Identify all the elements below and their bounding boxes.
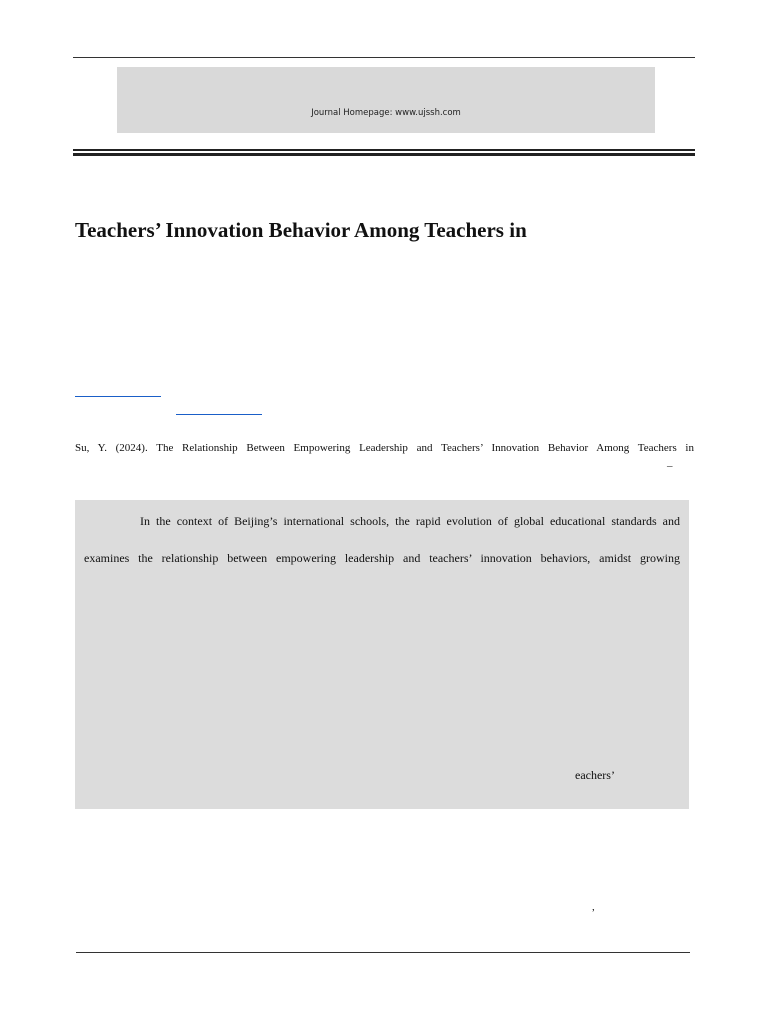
abstract-line-2: examines the relationship between empowering leadership and teachers’ innovation behaviors, amidst growing	[84, 551, 680, 565]
footer-rule	[76, 952, 690, 953]
citation-dash: –	[667, 460, 673, 472]
article-title: Teachers’ Innovation Behavior Among Teachers in	[75, 218, 527, 242]
abstract-box	[75, 500, 689, 809]
top-rule	[73, 57, 695, 58]
author-link-2[interactable]	[176, 414, 262, 415]
stray-mark: ,	[592, 901, 595, 913]
abstract-fragment: eachers’	[575, 768, 615, 782]
journal-homepage-link[interactable]: Journal Homepage: www.ujssh.com	[311, 108, 461, 118]
citation-text: Su, Y. (2024). The Relationship Between Empowering Leadership and Teachers’ Innovation Behavior Among Teachers in	[75, 442, 694, 454]
journal-banner	[117, 67, 655, 133]
abstract-line-1: In the context of Beijing’s international schools, the rapid evolution of global educational standards and	[140, 514, 680, 528]
author-link-1[interactable]	[75, 396, 161, 397]
header-divider	[73, 149, 695, 156]
